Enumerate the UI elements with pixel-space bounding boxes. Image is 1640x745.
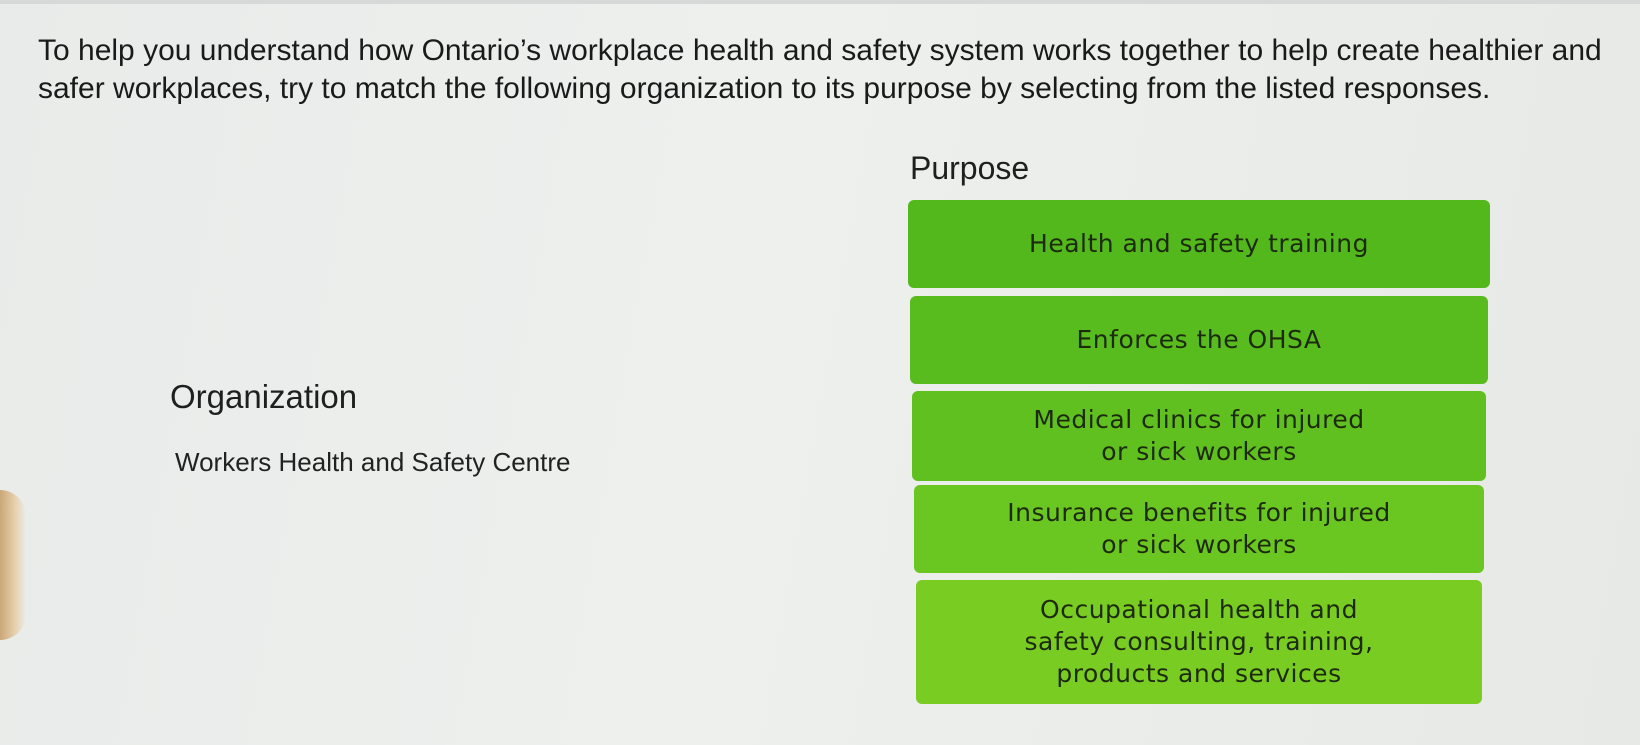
instructions-text: To help you understand how Ontario’s workplace health and safety system works together to help create healthier and safer workplaces, try to match the following organization to its purpose by selecting from the listed responses.: [38, 34, 1602, 105]
screen-top-edge: [0, 0, 1640, 4]
purpose-option-label: Health and safety training: [1029, 229, 1369, 258]
purpose-option-label: Insurance benefits for injured or sick workers: [1007, 498, 1391, 559]
purpose-option-label: Medical clinics for injured or sick workers: [1033, 405, 1365, 466]
purpose-option-ohs-consulting[interactable]: [916, 580, 1482, 704]
organization-heading: Organization: [170, 378, 358, 415]
organization-name: Workers Health and Safety Centre: [175, 447, 571, 477]
purpose-option-label: Enforces the OHSA: [1076, 325, 1322, 354]
purpose-option-medical-clinics[interactable]: [912, 391, 1486, 481]
finger-edge: [0, 490, 26, 640]
purpose-option-enforces-ohsa[interactable]: [910, 296, 1488, 384]
purpose-option-health-safety-training[interactable]: [908, 200, 1490, 288]
purpose-option-insurance-benefits[interactable]: [914, 485, 1484, 573]
purpose-option-label: Occupational health and safety consulting, training, products and services: [1024, 595, 1374, 688]
purpose-heading: Purpose: [910, 150, 1030, 186]
